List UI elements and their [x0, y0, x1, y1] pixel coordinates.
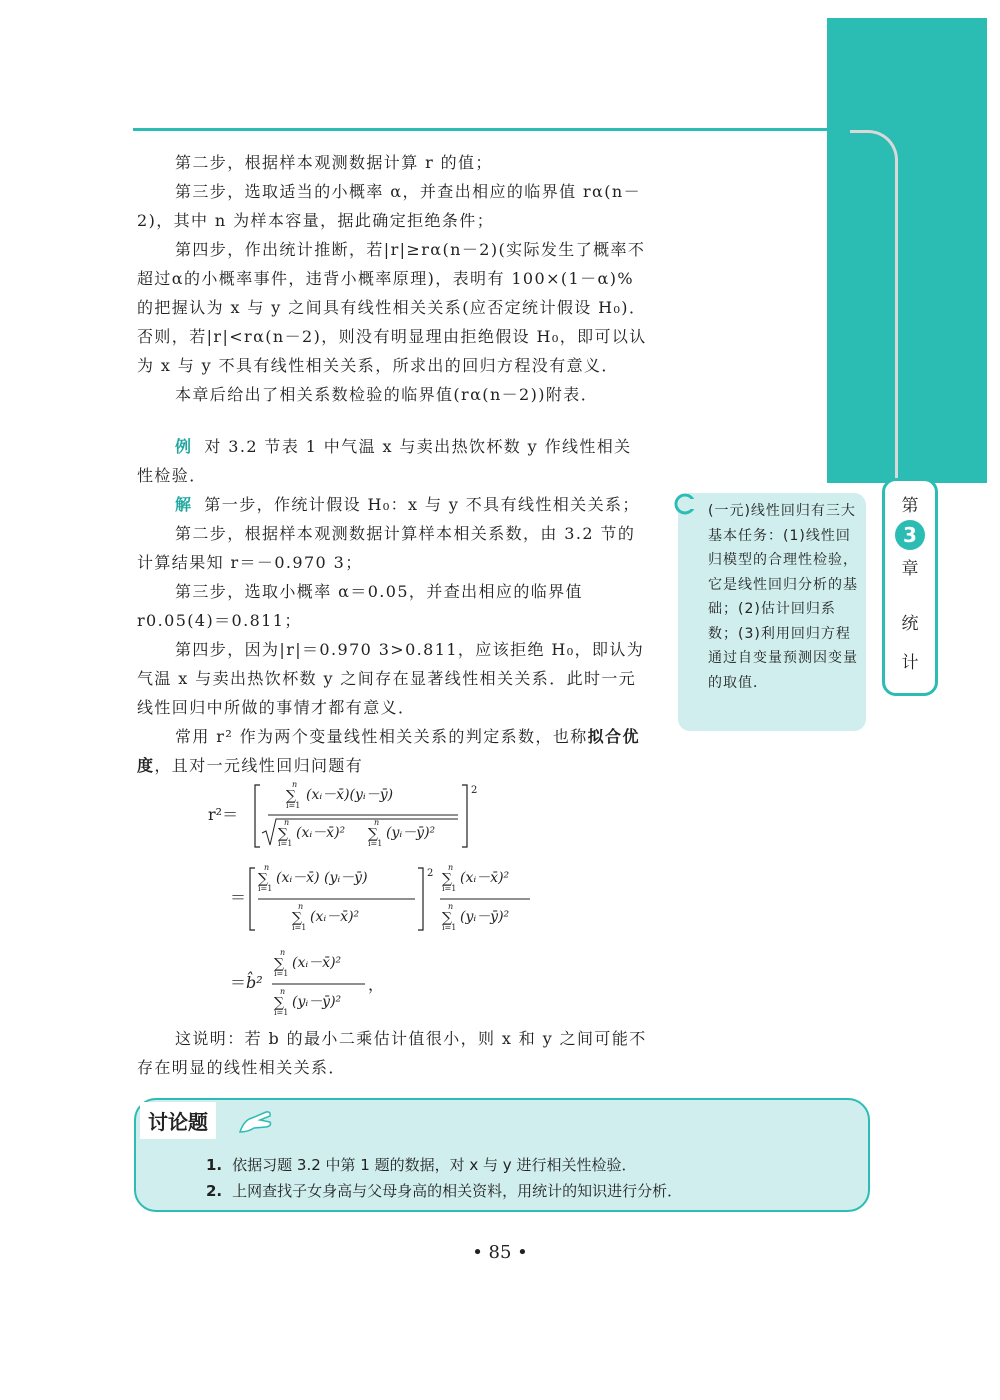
solution-label: 解: [175, 495, 193, 514]
paragraph: 第三步，选取适当的小概率 α，并查出相应的临界值 rα(n－2)，其中 n 为样本容量，据此确定拒绝条件；: [137, 182, 641, 230]
page-number: • 85 •: [472, 1242, 528, 1263]
sum-symbol: ∑: [286, 788, 296, 804]
discussion-title: 讨论题: [140, 1102, 216, 1139]
chapter-number: 3: [895, 520, 925, 550]
paragraph: 第二步，根据样本观测数据计算 r 的值；: [175, 153, 493, 172]
sum-upper: n: [280, 948, 286, 957]
chapter-zhang: 章: [901, 559, 919, 579]
denominator-y-term: (yᵢ－ȳ)²: [386, 825, 436, 841]
sum-symbol: ∑: [368, 826, 378, 842]
equals-sign: ＝: [230, 888, 247, 907]
sum-upper: n: [448, 902, 454, 911]
left-bracket: [250, 868, 255, 930]
sum-upper: n: [292, 780, 298, 789]
chapter-title-2: 计: [901, 653, 919, 673]
denominator-x-term: (xᵢ－x̄)²: [296, 825, 346, 841]
sum-symbol: ∑: [292, 910, 302, 926]
item-number: 1.: [206, 1156, 223, 1174]
list-item: [206, 1152, 682, 1178]
item-text: 上网查找子女身高与父母身高的相关资料，用统计的知识进行分析．: [232, 1182, 683, 1200]
fit-term: 拟合优度: [137, 727, 640, 775]
sum-upper: n: [448, 863, 454, 872]
sum-lower: i=1: [278, 839, 293, 848]
sum-upper: n: [374, 818, 380, 827]
sum-lower: i=1: [258, 884, 273, 893]
example-paragraph: [137, 432, 647, 490]
solution-step1: [137, 490, 647, 519]
numerator-x-term: (xᵢ－x̄)²: [292, 955, 342, 971]
example-text: 对 3.2 节表 1 中气温 x 与卖出热饮杯数 y 作线性相关性检验．: [137, 437, 632, 485]
fit-paragraph: [137, 722, 647, 780]
numerator-x-term: (xᵢ－x̄)²: [460, 870, 510, 886]
fit-before: 常用 r² 作为两个变量线性相关关系的判定系数，也称: [175, 727, 588, 746]
square-exponent: 2: [471, 785, 478, 796]
denominator-y-term: (yᵢ－ȳ)²: [292, 994, 342, 1010]
b-hat-squared: b̂²: [246, 973, 263, 992]
example-block: [137, 432, 647, 780]
chapter-tab: [882, 478, 938, 696]
page-card-edge: [850, 130, 898, 483]
chapter-title-1: 统: [901, 614, 919, 634]
numerator-term: (xᵢ－x̄) (yᵢ－ȳ): [276, 870, 368, 886]
sum-lower: i=1: [368, 839, 383, 848]
side-note: [678, 493, 866, 731]
formula-lhs: r²＝: [208, 805, 239, 824]
formula-comma: ，: [368, 975, 385, 994]
conclusion-block: [137, 1024, 647, 1082]
sum-symbol: ∑: [442, 871, 452, 887]
sum-lower: i=1: [286, 801, 301, 810]
sum-lower: i=1: [442, 923, 457, 932]
sum-upper: n: [284, 818, 290, 827]
steps-block: [137, 148, 647, 409]
denominator-y-term: (yᵢ－ȳ)²: [460, 909, 510, 925]
list-item: [206, 1178, 682, 1204]
side-note-text: (一元)线性回归有三大基本任务：(1)线性回归模型的合理性检验，它是线性回归分析的基础；(2)估计回归系数；(3)利用回归方程通过自变量预测因变量的取值．: [708, 503, 858, 691]
conclusion-paragraph: 这说明：若 b 的最小二乘估计值很小，则 x 和 y 之间可能不存在明显的线性相关关系．: [137, 1029, 647, 1077]
sum-symbol: ∑: [278, 826, 288, 842]
sum-symbol: ∑: [442, 910, 452, 926]
sum-lower: i=1: [274, 1008, 289, 1017]
right-bracket: [418, 868, 423, 930]
discussion-list: [206, 1152, 682, 1204]
equals-sign: ＝: [230, 973, 247, 992]
paragraph: 第四步，作出统计推断，若|r|≥rα(n－2)(实际发生了概率不超过α的小概率事件，违背小概率原理)，表明有 100×(1－α)% 的把握认为 x 与 y 之间具有线性相关关系(应否定统计假设 H₀)．否则，若|r|<rα(n－2)，则没有明显理由拒绝假设 H₀，即可以认为 x 与 y 不具有线性相关关系，所求出的回归方程没有意义．: [137, 240, 647, 375]
sum-lower: i=1: [274, 969, 289, 978]
sum-lower: i=1: [442, 884, 457, 893]
item-number: 2.: [206, 1182, 223, 1200]
left-bracket: [255, 785, 260, 847]
square-exponent: 2: [427, 868, 434, 879]
solution-step2: 第二步，根据样本观测数据计算样本相关系数，由 3.2 节的计算结果知 r＝－0.970 3；: [137, 524, 636, 572]
hand-icon: [236, 1102, 276, 1136]
solution-step1-text: 第一步，作统计假设 H₀：x 与 y 不具有线性相关关系；: [204, 495, 640, 514]
right-bracket: [462, 785, 467, 847]
fit-after: ，且对一元线性回归问题有: [154, 756, 364, 775]
paragraph: 本章后给出了相关系数检验的临界值(rα(n－2))附表．: [175, 385, 599, 404]
sum-upper: n: [298, 902, 304, 911]
sum-symbol: ∑: [274, 995, 284, 1011]
sum-upper: n: [280, 987, 286, 996]
sum-symbol: ∑: [258, 871, 268, 887]
sum-upper: n: [264, 863, 270, 872]
numerator-term: (xᵢ－x̄)(yᵢ－ȳ): [306, 787, 394, 803]
r-squared-formula: [200, 775, 620, 1025]
item-text: 依据习题 3.2 中第 1 题的数据，对 x 与 y 进行相关性检验．: [232, 1156, 637, 1174]
chapter-di: 第: [901, 496, 919, 516]
discussion-box: [134, 1098, 870, 1212]
solution-step4: 第四步，因为|r|＝0.970 3>0.811，应该拒绝 H₀，即认为气温 x 与卖出热饮杯数 y 之间存在显著线性相关关系．此时一元线性回归中所做的事情才都有意义．: [137, 640, 645, 717]
denominator-x-term: (xᵢ－x̄)²: [310, 909, 360, 925]
sum-lower: i=1: [292, 923, 307, 932]
example-label: 例: [175, 437, 193, 456]
header-rule: [133, 128, 827, 131]
note-arrow-icon: [674, 493, 696, 515]
solution-step3: 第三步，选取小概率 α＝0.05，并查出相应的临界值 r0.05(4)＝0.811；: [137, 582, 583, 630]
sum-symbol: ∑: [274, 956, 284, 972]
